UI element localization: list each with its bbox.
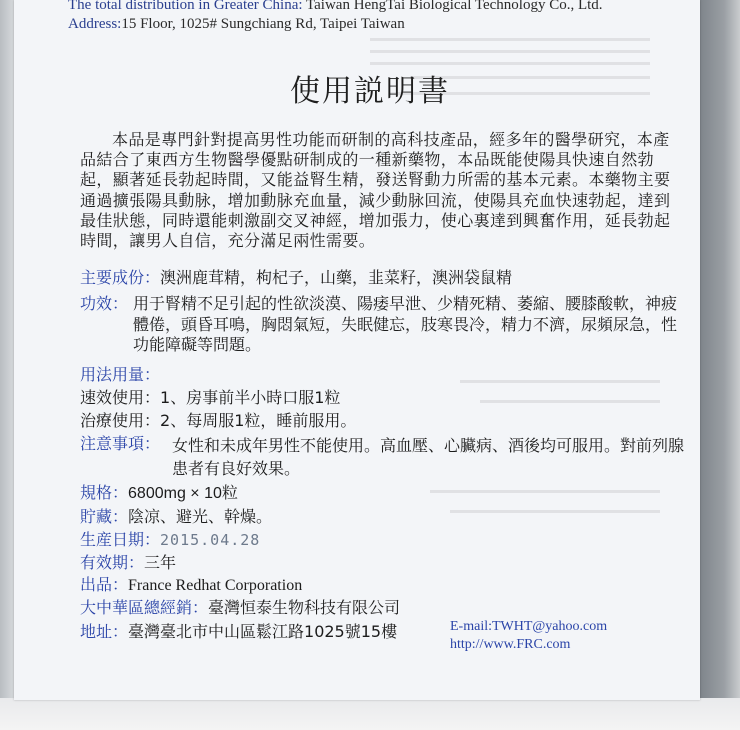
ingredients-value: 澳洲鹿茸精，枸杞子，山藥，韭菜籽，澳洲袋鼠精 xyxy=(160,268,513,287)
spec-row xyxy=(80,483,238,505)
ingredients-label: 主要成份： xyxy=(80,268,161,287)
bottom-surface xyxy=(0,698,740,730)
usage-label-row xyxy=(80,365,160,386)
producer-label: 出品： xyxy=(80,575,129,594)
distribution-value: Taiwan HengTai Biological Technology Co., Ltd. xyxy=(306,0,603,13)
production-date-label: 生産日期： xyxy=(80,530,161,549)
efficacy-label: 功效： xyxy=(80,294,129,313)
address-header-label: Address: xyxy=(68,16,122,32)
efficacy-label-row xyxy=(80,294,128,315)
treatment-usage-value: 2、每周服1粒，睡前服用。 xyxy=(160,411,357,430)
show-through-line xyxy=(450,510,660,513)
show-through-line xyxy=(370,38,650,41)
storage-label: 貯藏： xyxy=(80,507,129,526)
treatment-usage-row xyxy=(80,411,356,432)
show-through-line xyxy=(480,400,660,403)
producer-value: France Redhat Corporation xyxy=(128,577,303,594)
validity-label: 有效期： xyxy=(80,553,145,572)
ingredients-row xyxy=(80,268,512,289)
address-label: 地址： xyxy=(80,622,129,641)
storage-row xyxy=(80,507,272,528)
production-date-row xyxy=(80,530,260,551)
show-through-line xyxy=(460,380,660,383)
distribution-label: The total distribution in Greater China: xyxy=(68,0,303,13)
address-value: 臺灣臺北市中山區鬆江路1025號15樓 xyxy=(128,622,398,641)
show-through-line xyxy=(430,490,660,493)
validity-value: 三年 xyxy=(144,553,177,572)
validity-row xyxy=(80,553,176,574)
distribution-line xyxy=(68,0,603,14)
notes-value: 女性和未成年男性不能使用。高血壓、心臟病、酒後均可服用。對前列腺患者有良好效果。 xyxy=(172,436,685,478)
production-date-stamp: 2015.04.28 xyxy=(160,531,261,549)
address-row xyxy=(80,622,397,643)
address-line xyxy=(68,16,405,33)
email-text: E-mail:TWHT@yahoo.com xyxy=(450,619,608,634)
fast-usage-value: 1、房事前半小時口服1粒 xyxy=(160,388,341,407)
spec-label: 規格： xyxy=(80,483,129,502)
storage-value: 陰凉、避光、幹燥。 xyxy=(128,507,273,526)
show-through-line xyxy=(370,62,650,65)
distributor-value: 臺灣恒泰生物科技有限公司 xyxy=(208,598,401,617)
intro-paragraph: 本品是專門針對提高男性功能而研制的高科技產品，經多年的醫學研究，本產品結合了東西方生物醫學優點研制成的一種新藥物，本品既能使陽具快速自然勃起，顯著延長勃起時間，又能益腎生精，發送腎動力所需的基本元素。本藥物主要通過擴張陽具動脉，增加動脉充血量，減少動脉回流，使陽具充血快速勃起，達到最佳狀態，同時還能刺激副交叉神經，增加張力，使心裏達到興奮作用，延長勃起時間，讓男人自信，充分滿足兩性需要。 xyxy=(80,130,671,251)
distributor-label: 大中華區總經銷： xyxy=(80,598,209,617)
show-through-line xyxy=(370,50,650,53)
fast-usage-label: 速效使用： xyxy=(80,388,161,407)
efficacy-value: 用于腎精不足引起的性欲淡漠、陽痿早泄、少精死精、萎縮、腰膝酸軟，神疲體倦，頭昏耳鳴，胸悶氣短，失眠健忘，肢寒畏冷，精力不濟，尿頻尿急，性功能障礙等問題。 xyxy=(133,294,678,354)
treatment-usage-label: 治療使用： xyxy=(80,411,161,430)
spec-value: 6800mg × 10粒 xyxy=(128,485,238,502)
distributor-row xyxy=(80,598,400,619)
website-text: http://www.FRC.com xyxy=(450,637,571,652)
page-title: 使用説明書 xyxy=(290,74,450,109)
notes-label-row xyxy=(80,434,160,455)
fast-usage-row xyxy=(80,388,340,409)
address-header-value: 15 Floor, 1025# Sungchiang Rd, Taipei Taiwan xyxy=(121,16,405,32)
usage-label: 用法用量： xyxy=(80,365,161,384)
producer-row xyxy=(80,575,302,597)
notes-label: 注意事項： xyxy=(80,434,161,453)
